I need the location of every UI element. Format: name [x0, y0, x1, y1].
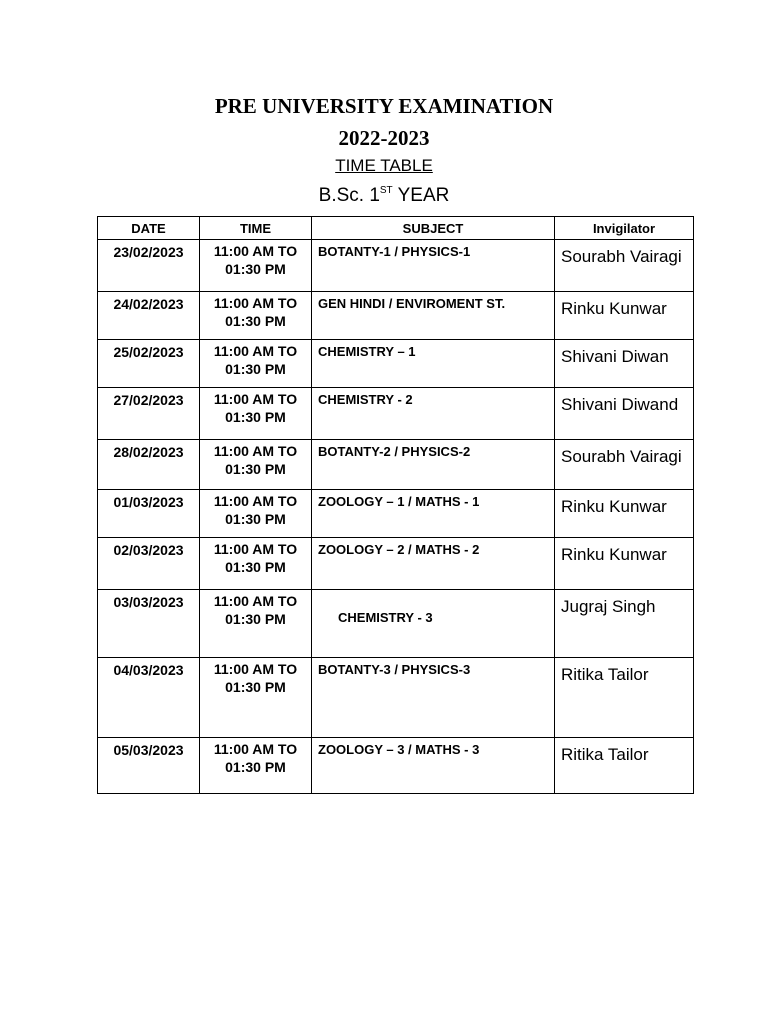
time-cell — [200, 658, 312, 738]
table-header-row — [98, 217, 694, 240]
time-table-heading: TIME TABLE — [335, 156, 433, 175]
exam-title: PRE UNIVERSITY EXAMINATION — [214, 94, 554, 118]
time-cell — [200, 440, 312, 490]
subject-cell — [312, 590, 555, 658]
time-start: 11:00 AM TO — [213, 391, 298, 407]
time-end: 01:30 PM — [225, 759, 286, 775]
column-header-invigilator: Invigilator — [555, 217, 694, 240]
time-cell — [200, 388, 312, 440]
subject-cell: CHEMISTRY – 1 — [312, 340, 555, 388]
time-start: 11:00 AM TO — [213, 661, 298, 677]
invigilator-cell: Jugraj Singh — [555, 590, 694, 658]
subject-cell: ZOOLOGY – 2 / MATHS - 2 — [312, 538, 555, 590]
table-row — [98, 658, 694, 738]
academic-year: 2022-2023 — [338, 126, 430, 150]
table-row — [98, 490, 694, 538]
time-start: 11:00 AM TO — [213, 541, 298, 557]
date-cell: 01/03/2023 — [98, 490, 200, 538]
subject-cell: BOTANTY-1 / PHYSICS-1 — [312, 240, 555, 292]
subject-cell: CHEMISTRY - 2 — [312, 388, 555, 440]
column-header-subject: SUBJECT — [312, 217, 555, 240]
time-cell — [200, 240, 312, 292]
time-end: 01:30 PM — [225, 559, 286, 575]
time-start: 11:00 AM TO — [213, 593, 298, 609]
table-row — [98, 738, 694, 794]
time-cell — [200, 340, 312, 388]
invigilator-cell: Shivani Diwan — [555, 340, 694, 388]
date-cell: 24/02/2023 — [98, 292, 200, 340]
table-row — [98, 538, 694, 590]
table-row — [98, 388, 694, 440]
invigilator-cell: Sourabh Vairagi — [555, 440, 694, 490]
table-row — [98, 340, 694, 388]
class-heading-main: B.Sc. 1 — [318, 185, 380, 206]
date-cell: 05/03/2023 — [98, 738, 200, 794]
subject-cell: GEN HINDI / ENVIROMENT ST. — [312, 292, 555, 340]
subject-cell: ZOOLOGY – 3 / MATHS - 3 — [312, 738, 555, 794]
time-start: 11:00 AM TO — [213, 295, 298, 311]
time-cell — [200, 590, 312, 658]
column-header-date: DATE — [98, 217, 200, 240]
invigilator-cell: Rinku Kunwar — [555, 292, 694, 340]
time-end: 01:30 PM — [225, 611, 286, 627]
date-cell: 02/03/2023 — [98, 538, 200, 590]
time-start: 11:00 AM TO — [213, 343, 298, 359]
table-row — [98, 440, 694, 490]
time-end: 01:30 PM — [225, 679, 286, 695]
time-cell — [200, 538, 312, 590]
exam-timetable — [97, 216, 694, 794]
invigilator-cell: Rinku Kunwar — [555, 490, 694, 538]
time-start: 11:00 AM TO — [213, 243, 298, 259]
time-end: 01:30 PM — [225, 511, 286, 527]
column-header-time: TIME — [200, 217, 312, 240]
class-heading-suffix: YEAR — [392, 185, 450, 206]
invigilator-cell: Sourabh Vairagi — [555, 240, 694, 292]
invigilator-cell: Ritika Tailor — [555, 658, 694, 738]
time-end: 01:30 PM — [225, 313, 286, 329]
invigilator-cell: Ritika Tailor — [555, 738, 694, 794]
table-row — [98, 240, 694, 292]
class-heading — [0, 185, 768, 207]
date-cell: 04/03/2023 — [98, 658, 200, 738]
time-end: 01:30 PM — [225, 261, 286, 277]
invigilator-cell: Rinku Kunwar — [555, 538, 694, 590]
subject-text: CHEMISTRY - 3 — [338, 610, 433, 625]
time-end: 01:30 PM — [225, 409, 286, 425]
invigilator-cell: Shivani Diwand — [555, 388, 694, 440]
subject-cell: ZOOLOGY – 1 / MATHS - 1 — [312, 490, 555, 538]
date-cell: 28/02/2023 — [98, 440, 200, 490]
date-cell: 25/02/2023 — [98, 340, 200, 388]
date-cell: 23/02/2023 — [98, 240, 200, 292]
time-cell — [200, 292, 312, 340]
time-end: 01:30 PM — [225, 361, 286, 377]
subject-cell: BOTANTY-2 / PHYSICS-2 — [312, 440, 555, 490]
table-row — [98, 292, 694, 340]
time-start: 11:00 AM TO — [213, 443, 298, 459]
table-row — [98, 590, 694, 658]
subject-cell: BOTANTY-3 / PHYSICS-3 — [312, 658, 555, 738]
class-heading-superscript: ST — [379, 185, 393, 196]
time-start: 11:00 AM TO — [213, 741, 298, 757]
time-start: 11:00 AM TO — [213, 493, 298, 509]
time-cell — [200, 490, 312, 538]
time-end: 01:30 PM — [225, 461, 286, 477]
date-cell: 27/02/2023 — [98, 388, 200, 440]
date-cell: 03/03/2023 — [98, 590, 200, 658]
time-cell — [200, 738, 312, 794]
